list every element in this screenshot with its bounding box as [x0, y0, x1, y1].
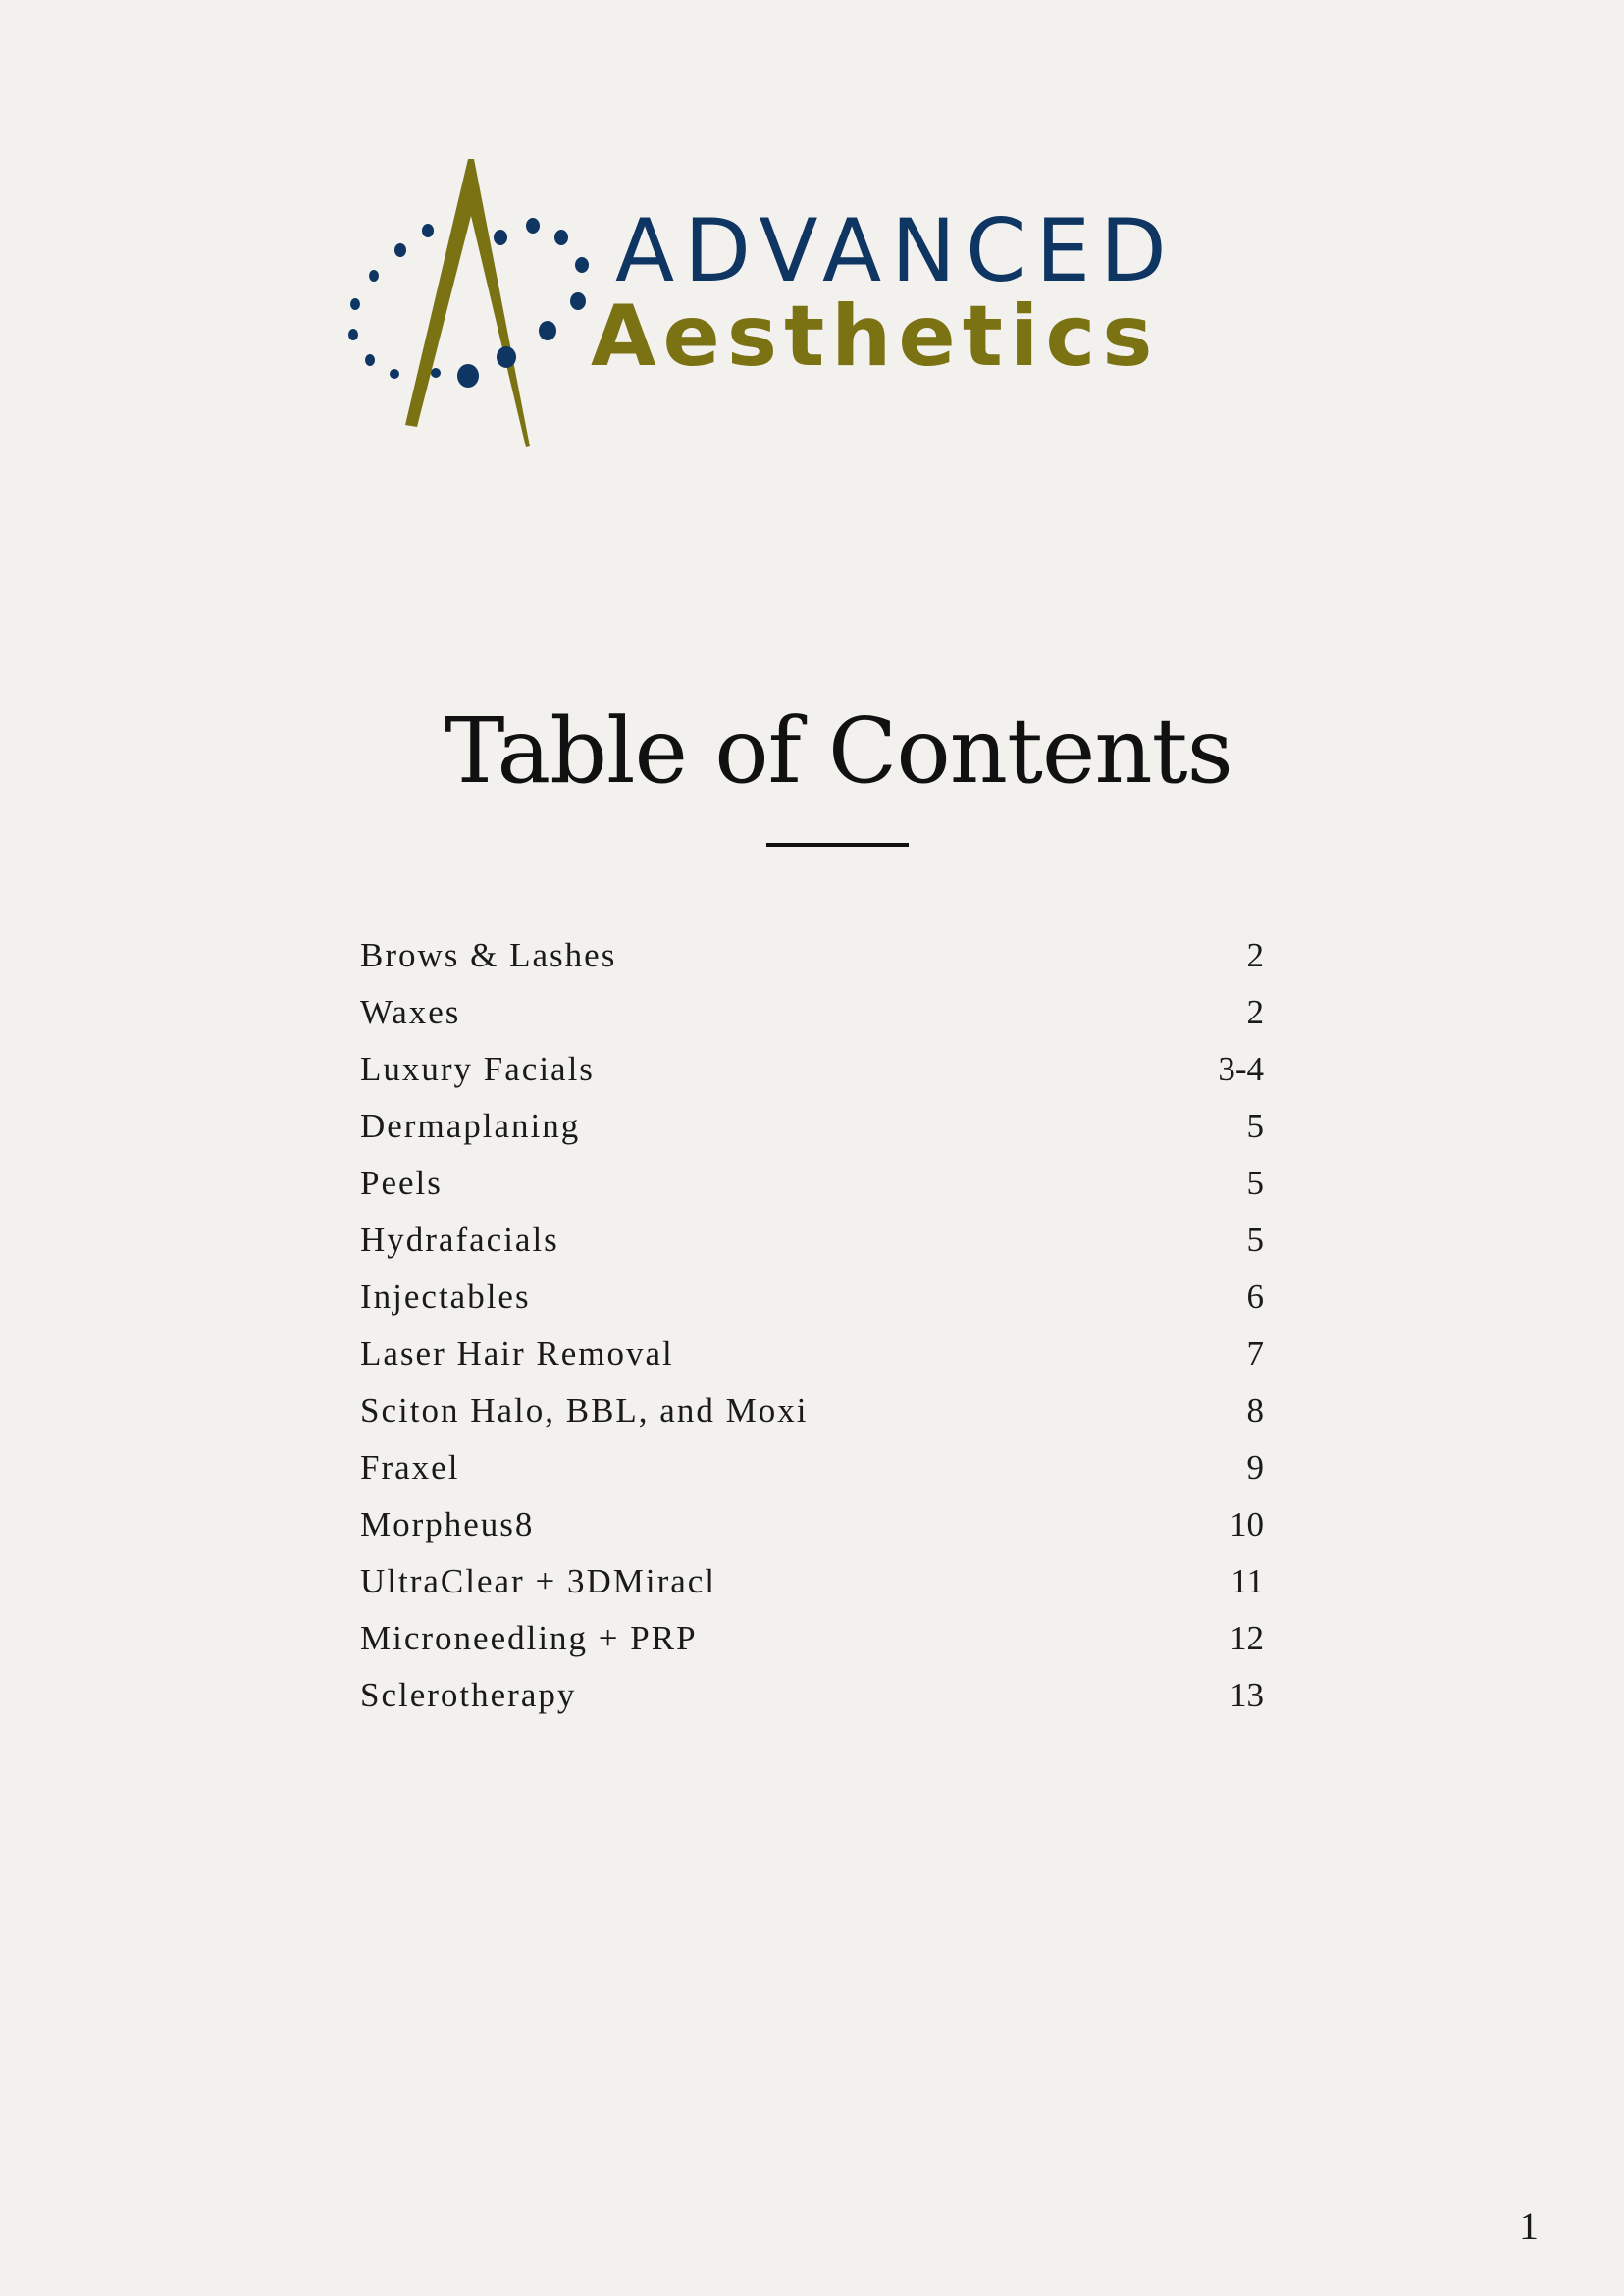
toc-entry[interactable] [360, 1098, 1264, 1155]
toc-entry-page: 10 [1230, 1505, 1264, 1543]
toc-entry-page: 9 [1246, 1448, 1264, 1487]
toc-entry[interactable] [360, 1496, 1264, 1553]
logo-text-advanced: ADVANCED [615, 200, 1177, 301]
toc-entry-page: 8 [1246, 1391, 1264, 1430]
brand-logo [334, 147, 1276, 461]
toc-entry[interactable] [360, 1326, 1264, 1383]
toc-entry-page: 2 [1246, 993, 1264, 1031]
toc-entry[interactable] [360, 1041, 1264, 1098]
toc-entry-label: Morpheus8 [360, 1505, 535, 1543]
toc-entry[interactable] [360, 1212, 1264, 1269]
toc-entry-page: 5 [1246, 1107, 1264, 1145]
toc-entry-label: UltraClear + 3DMiracl [360, 1562, 717, 1600]
toc-entry-label: Hydrafacials [360, 1221, 559, 1259]
logo-mark-icon [334, 147, 628, 461]
toc-entry-label: Dermaplaning [360, 1107, 581, 1145]
toc-entry-label: Sciton Halo, BBL, and Moxi [360, 1391, 809, 1430]
toc-entry-page: 3-4 [1218, 1050, 1264, 1088]
toc-entry[interactable] [360, 1269, 1264, 1326]
toc-entry-label: Injectables [360, 1278, 531, 1316]
toc-entry-page: 2 [1246, 936, 1264, 974]
toc-entry-label: Peels [360, 1164, 443, 1202]
toc-entry-label: Waxes [360, 993, 461, 1031]
toc-entry-label: Fraxel [360, 1448, 460, 1487]
title-divider [766, 843, 909, 847]
toc-entry[interactable] [360, 1667, 1264, 1724]
toc-entry-page: 12 [1230, 1619, 1264, 1657]
toc-entry-label: Laser Hair Removal [360, 1334, 674, 1373]
toc-entry[interactable] [360, 1155, 1264, 1212]
table-of-contents [360, 927, 1264, 1724]
toc-entry[interactable] [360, 1553, 1264, 1610]
toc-entry-page: 7 [1246, 1334, 1264, 1373]
toc-entry-page: 5 [1246, 1221, 1264, 1259]
logo-text-aesthetics: Aesthetics [591, 287, 1160, 386]
toc-entry-page: 6 [1246, 1278, 1264, 1316]
toc-entry-page: 5 [1246, 1164, 1264, 1202]
toc-entry-label: Sclerotherapy [360, 1676, 577, 1714]
toc-entry[interactable] [360, 1610, 1264, 1667]
page-title: Table of Contents [445, 699, 1232, 804]
toc-entry-label: Luxury Facials [360, 1050, 595, 1088]
toc-entry[interactable] [360, 927, 1264, 984]
toc-entry-page: 11 [1231, 1562, 1264, 1600]
toc-entry-label: Microneedling + PRP [360, 1619, 698, 1657]
toc-entry[interactable] [360, 1383, 1264, 1439]
toc-entry[interactable] [360, 984, 1264, 1041]
toc-entry-label: Brows & Lashes [360, 936, 617, 974]
toc-entry[interactable] [360, 1439, 1264, 1496]
page-number: 1 [1519, 2204, 1539, 2248]
toc-entry-page: 13 [1230, 1676, 1264, 1714]
